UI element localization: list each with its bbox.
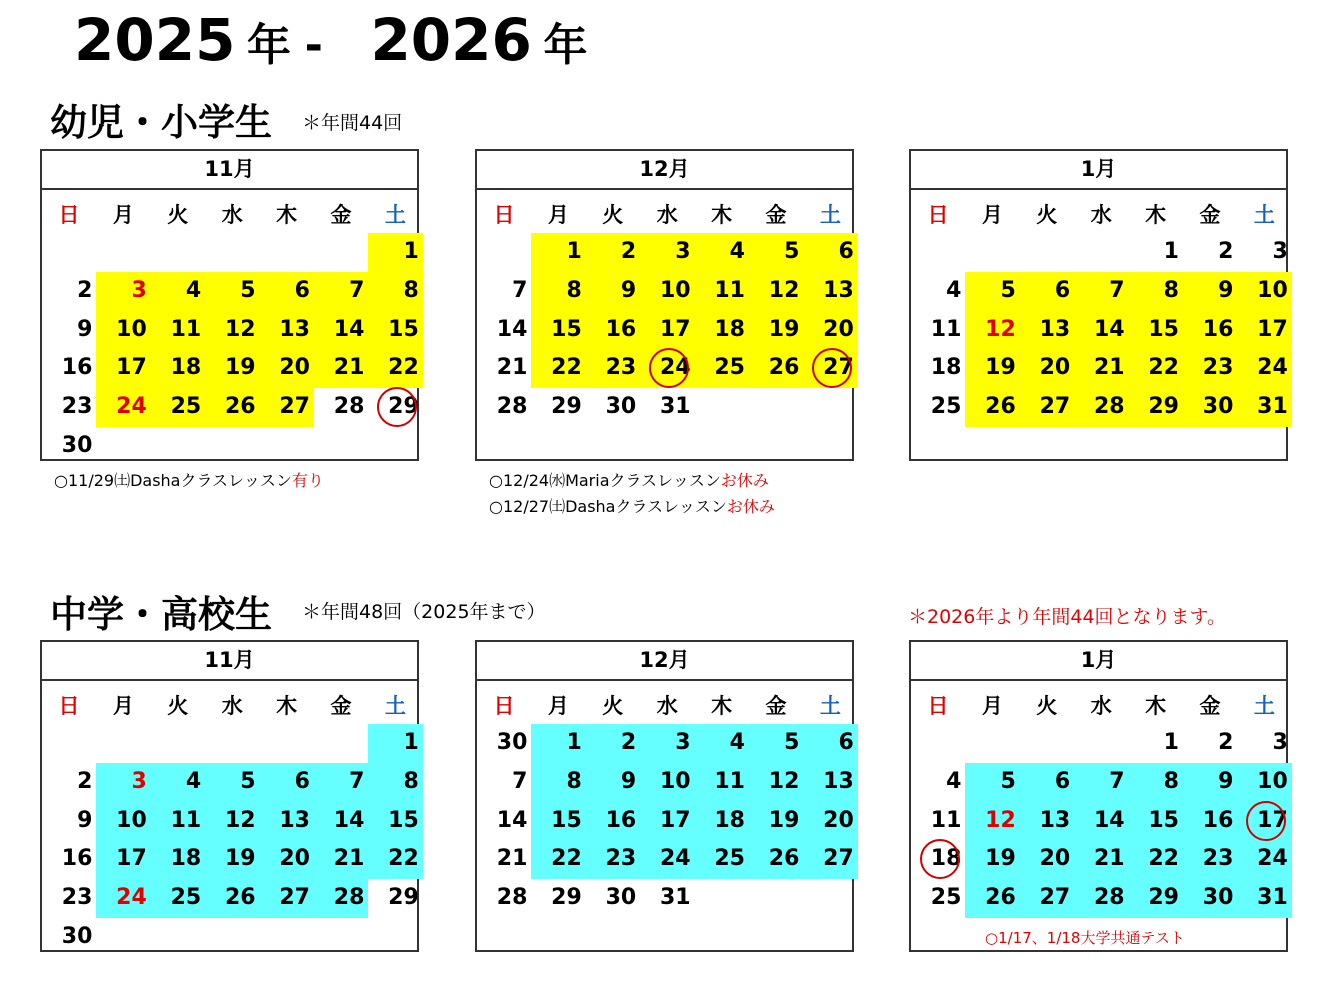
weekday-label: 火 [1036,203,1058,227]
day-number: 19 [224,846,256,872]
day-number: 2 [620,730,637,755]
day-number: 13 [279,316,310,342]
weekday-label: 日 [493,694,515,718]
month-calendar [909,149,1288,461]
weekday-label: 水 [1090,203,1112,227]
lesson-note-text: ○12/24㈬Mariaクラスレッスン [489,471,721,490]
day-number: 25 [714,355,745,381]
weekday-label: 土 [819,203,841,227]
day-number: 5 [1000,277,1016,303]
day-number: 2 [620,239,637,264]
day-number: 19 [768,316,800,342]
month-header: 1月 [911,151,1286,190]
day-number: 1 [1163,239,1179,264]
month-header: 11月 [42,151,417,190]
day-number: 14 [496,807,528,833]
day-number: 11 [170,807,202,833]
day-number: 22 [1148,846,1179,872]
day-number: 7 [1109,277,1125,303]
weekday-label: 土 [819,694,841,718]
day-number: 25 [930,885,962,911]
day-number: 8 [566,277,582,303]
day-number: 20 [1039,355,1071,381]
weekday-label: 木 [276,203,298,227]
day-number: 14 [1093,807,1125,833]
day-number: 13 [823,277,854,303]
day-number: 12 [985,316,1016,342]
day-number: 25 [170,394,202,420]
day-number: 9 [1218,768,1234,794]
weekday-label: 土 [1253,694,1275,718]
month-header: 12月 [477,642,852,681]
day-number: 26 [224,394,256,420]
day-number: 31 [659,394,691,420]
day-number: 14 [496,316,528,342]
day-number: 16 [1202,807,1234,833]
day-number: 7 [349,768,365,794]
day-number: 23 [1202,355,1234,381]
day-number: 22 [551,846,582,872]
exam-note: ○1/17、1/18大学共通テスト [985,929,1185,947]
main-title [74,4,593,76]
day-number: 5 [784,730,800,755]
month-calendar [40,149,419,461]
day-number: 4 [185,277,202,303]
day-number: 14 [333,316,365,342]
weekday-label: 月 [547,694,569,718]
day-number: 29 [388,394,419,420]
day-number: 9 [77,807,93,833]
day-number: 21 [496,355,528,381]
day-number: 25 [714,846,745,872]
day-number: 31 [1257,394,1288,420]
day-number: 28 [1093,394,1125,420]
day-number: 28 [496,885,528,911]
day-number: 7 [512,768,528,794]
day-number: 12 [768,277,800,303]
day-number: 7 [1109,768,1125,794]
day-number: 9 [77,316,93,342]
day-number: 30 [61,433,93,458]
day-number: 27 [823,846,854,872]
day-number: 18 [930,355,962,381]
day-number: 6 [838,239,854,264]
day-number: 23 [605,846,637,872]
day-number: 12 [768,768,800,794]
day-number: 22 [388,846,419,872]
day-number: 10 [1257,277,1288,303]
day-number: 24 [659,355,691,381]
month-calendar [40,640,419,952]
day-number: 3 [1272,239,1288,264]
day-number: 17 [116,846,147,872]
day-number: 27 [279,394,310,420]
day-number: 17 [659,807,691,833]
day-number: 5 [240,277,256,303]
day-number: 17 [1257,807,1288,833]
weekday-label: 日 [58,203,80,227]
day-number: 23 [1202,846,1234,872]
day-number: 24 [1257,846,1288,872]
day-number: 11 [170,316,202,342]
day-number: 29 [1148,885,1179,911]
day-number: 28 [333,394,365,420]
weekday-label: 金 [765,203,787,227]
day-number: 27 [823,355,854,381]
day-number: 30 [605,394,637,420]
weekday-label: 日 [927,694,949,718]
weekday-label: 木 [711,203,733,227]
weekday-label: 水 [1090,694,1112,718]
day-number: 8 [566,768,582,794]
weekday-label: 木 [276,694,298,718]
day-number: 1 [403,239,419,264]
day-number: 12 [224,316,256,342]
day-number: 27 [1039,885,1071,911]
day-number: 18 [714,807,745,833]
month-header: 12月 [477,151,852,190]
day-number: 29 [551,885,582,911]
weekday-label: 日 [58,694,80,718]
day-number: 21 [496,846,528,872]
day-number: 21 [333,355,365,381]
day-number: 30 [1202,885,1234,911]
day-number: 20 [823,807,854,833]
day-number: 3 [675,239,691,264]
day-number: 2 [1218,239,1234,264]
day-number: 15 [551,807,582,833]
weekday-label: 月 [112,203,134,227]
weekday-label: 水 [221,694,243,718]
weekday-label: 土 [384,203,406,227]
lesson-note [489,471,769,491]
title-year-2: 2026 [370,6,532,74]
weekday-label: 月 [112,694,134,718]
day-number: 31 [659,885,691,911]
lesson-note [489,497,775,517]
day-number: 20 [279,355,310,381]
day-number: 29 [388,885,419,911]
day-number: 15 [1148,316,1179,342]
day-number: 10 [116,316,147,342]
day-number: 3 [675,730,691,755]
section-title-secondary: 中学・高校生 [50,593,272,636]
circle-mark [1246,801,1286,841]
day-number: 4 [946,277,962,303]
day-number: 6 [838,730,854,755]
day-number: 24 [659,846,691,872]
day-number: 27 [279,885,310,911]
day-number: 30 [496,730,528,755]
day-number: 2 [77,277,93,303]
day-number: 1 [403,730,419,755]
weekday-label: 水 [656,203,678,227]
day-number: 20 [1039,846,1071,872]
day-number: 17 [659,316,691,342]
day-number: 29 [1148,394,1179,420]
weekday-label: 水 [221,203,243,227]
day-number: 22 [1148,355,1179,381]
title-nen-1: 年 [247,20,292,71]
day-number: 30 [605,885,637,911]
day-number: 10 [659,768,691,794]
section-note-elementary: ＊年間44回 [302,112,403,134]
day-number: 15 [388,316,419,342]
day-number: 3 [1272,730,1288,755]
day-number: 1 [1163,730,1179,755]
weekday-label: 土 [384,694,406,718]
day-number: 28 [496,394,528,420]
day-number: 25 [930,394,962,420]
day-number: 27 [1039,394,1071,420]
day-number: 4 [946,768,962,794]
day-number: 10 [659,277,691,303]
month-calendar [475,149,854,461]
section-note-secondary: ＊年間48回（2025年まで） [302,601,546,623]
day-number: 7 [512,277,528,303]
day-number: 28 [1093,885,1125,911]
day-number: 26 [985,394,1016,420]
day-number: 23 [61,394,93,420]
day-number: 16 [61,846,93,872]
lesson-note-text: ○11/29㈯Dashaクラスレッスン [54,471,292,490]
day-number: 22 [551,355,582,381]
day-number: 5 [784,239,800,264]
day-number: 10 [116,807,147,833]
day-number: 1 [566,239,582,264]
day-number: 8 [403,277,419,303]
title-year-1: 2025 [74,6,236,74]
day-number: 18 [170,846,202,872]
day-number: 30 [61,924,93,949]
day-number: 6 [1054,768,1071,794]
day-number: 30 [1202,394,1234,420]
day-number: 5 [1000,768,1016,794]
day-number: 19 [224,355,256,381]
day-number: 8 [403,768,419,794]
day-number: 4 [729,239,745,264]
day-number: 10 [1257,768,1288,794]
day-number: 13 [1039,807,1071,833]
day-number: 28 [333,885,365,911]
day-number: 9 [620,768,637,794]
day-number: 13 [279,807,310,833]
day-number: 2 [1218,730,1234,755]
day-number: 16 [605,807,637,833]
day-number: 8 [1163,768,1179,794]
weekday-label: 火 [167,203,189,227]
day-number: 18 [170,355,202,381]
day-number: 18 [930,846,962,872]
day-number: 11 [930,807,962,833]
day-number: 29 [551,394,582,420]
weekday-label: 月 [981,203,1003,227]
day-number: 14 [1093,316,1125,342]
weekday-label: 日 [927,203,949,227]
day-number: 7 [349,277,365,303]
day-number: 9 [1218,277,1234,303]
day-number: 21 [333,846,365,872]
day-number: 20 [823,316,854,342]
weekday-label: 木 [1145,694,1167,718]
day-number: 26 [768,355,800,381]
weekday-label: 火 [602,203,624,227]
weekday-label: 月 [981,694,1003,718]
weekday-label: 金 [330,694,352,718]
day-number: 19 [985,355,1016,381]
day-number: 17 [116,355,147,381]
day-number: 15 [388,807,419,833]
day-number: 26 [224,885,256,911]
day-number: 18 [714,316,745,342]
title-dash: - [304,20,323,71]
weekday-label: 火 [167,694,189,718]
day-number: 20 [279,846,310,872]
day-number: 8 [1163,277,1179,303]
day-number: 23 [61,885,93,911]
day-number: 14 [333,807,365,833]
day-number: 15 [551,316,582,342]
weekday-label: 土 [1253,203,1275,227]
day-number: 6 [294,768,310,794]
weekday-label: 月 [547,203,569,227]
weekday-label: 木 [711,694,733,718]
day-number: 11 [714,768,745,794]
day-number: 5 [240,768,256,794]
day-number: 22 [388,355,419,381]
lesson-note-status: お休み [726,497,775,516]
month-header: 1月 [911,642,1286,681]
day-number: 1 [566,730,582,755]
day-number: 24 [1257,355,1288,381]
day-number: 4 [729,730,745,755]
day-number: 24 [116,885,147,911]
day-number: 17 [1257,316,1288,342]
weekday-label: 金 [1199,203,1221,227]
schedule-change-note: ＊2026年より年間44回となります。 [908,606,1227,628]
day-number: 11 [930,316,962,342]
day-number: 2 [77,768,93,794]
day-number: 31 [1257,885,1288,911]
day-number: 16 [61,355,93,381]
day-number: 12 [224,807,256,833]
month-header: 11月 [42,642,417,681]
day-number: 19 [985,846,1016,872]
weekday-label: 日 [493,203,515,227]
day-number: 4 [185,768,202,794]
day-number: 3 [131,277,147,303]
day-number: 16 [605,316,637,342]
day-number: 13 [1039,316,1071,342]
day-number: 6 [294,277,310,303]
lesson-note-text: ○12/27㈯Dashaクラスレッスン [489,497,727,516]
day-number: 23 [605,355,637,381]
day-number: 21 [1093,355,1125,381]
day-number: 19 [768,807,800,833]
day-number: 21 [1093,846,1125,872]
day-number: 9 [620,277,637,303]
day-number: 26 [768,846,800,872]
weekday-label: 金 [1199,694,1221,718]
day-number: 6 [1054,277,1071,303]
lesson-note-status: 有り [291,471,324,490]
day-number: 16 [1202,316,1234,342]
lesson-note [54,471,324,491]
day-number: 3 [131,768,147,794]
section-title-elementary: 幼児・小学生 [50,101,272,144]
day-number: 26 [985,885,1016,911]
lesson-note-status: お休み [720,471,769,490]
day-number: 24 [116,394,147,420]
weekday-label: 木 [1145,203,1167,227]
weekday-label: 金 [765,694,787,718]
day-number: 11 [714,277,745,303]
day-number: 13 [823,768,854,794]
day-number: 12 [985,807,1016,833]
weekday-label: 金 [330,203,352,227]
title-nen-2: 年 [543,20,588,71]
weekday-label: 火 [602,694,624,718]
month-calendar [909,640,1288,952]
day-number: 25 [170,885,202,911]
day-number: 15 [1148,807,1179,833]
weekday-label: 火 [1036,694,1058,718]
weekday-label: 水 [656,694,678,718]
month-calendar [475,640,854,952]
